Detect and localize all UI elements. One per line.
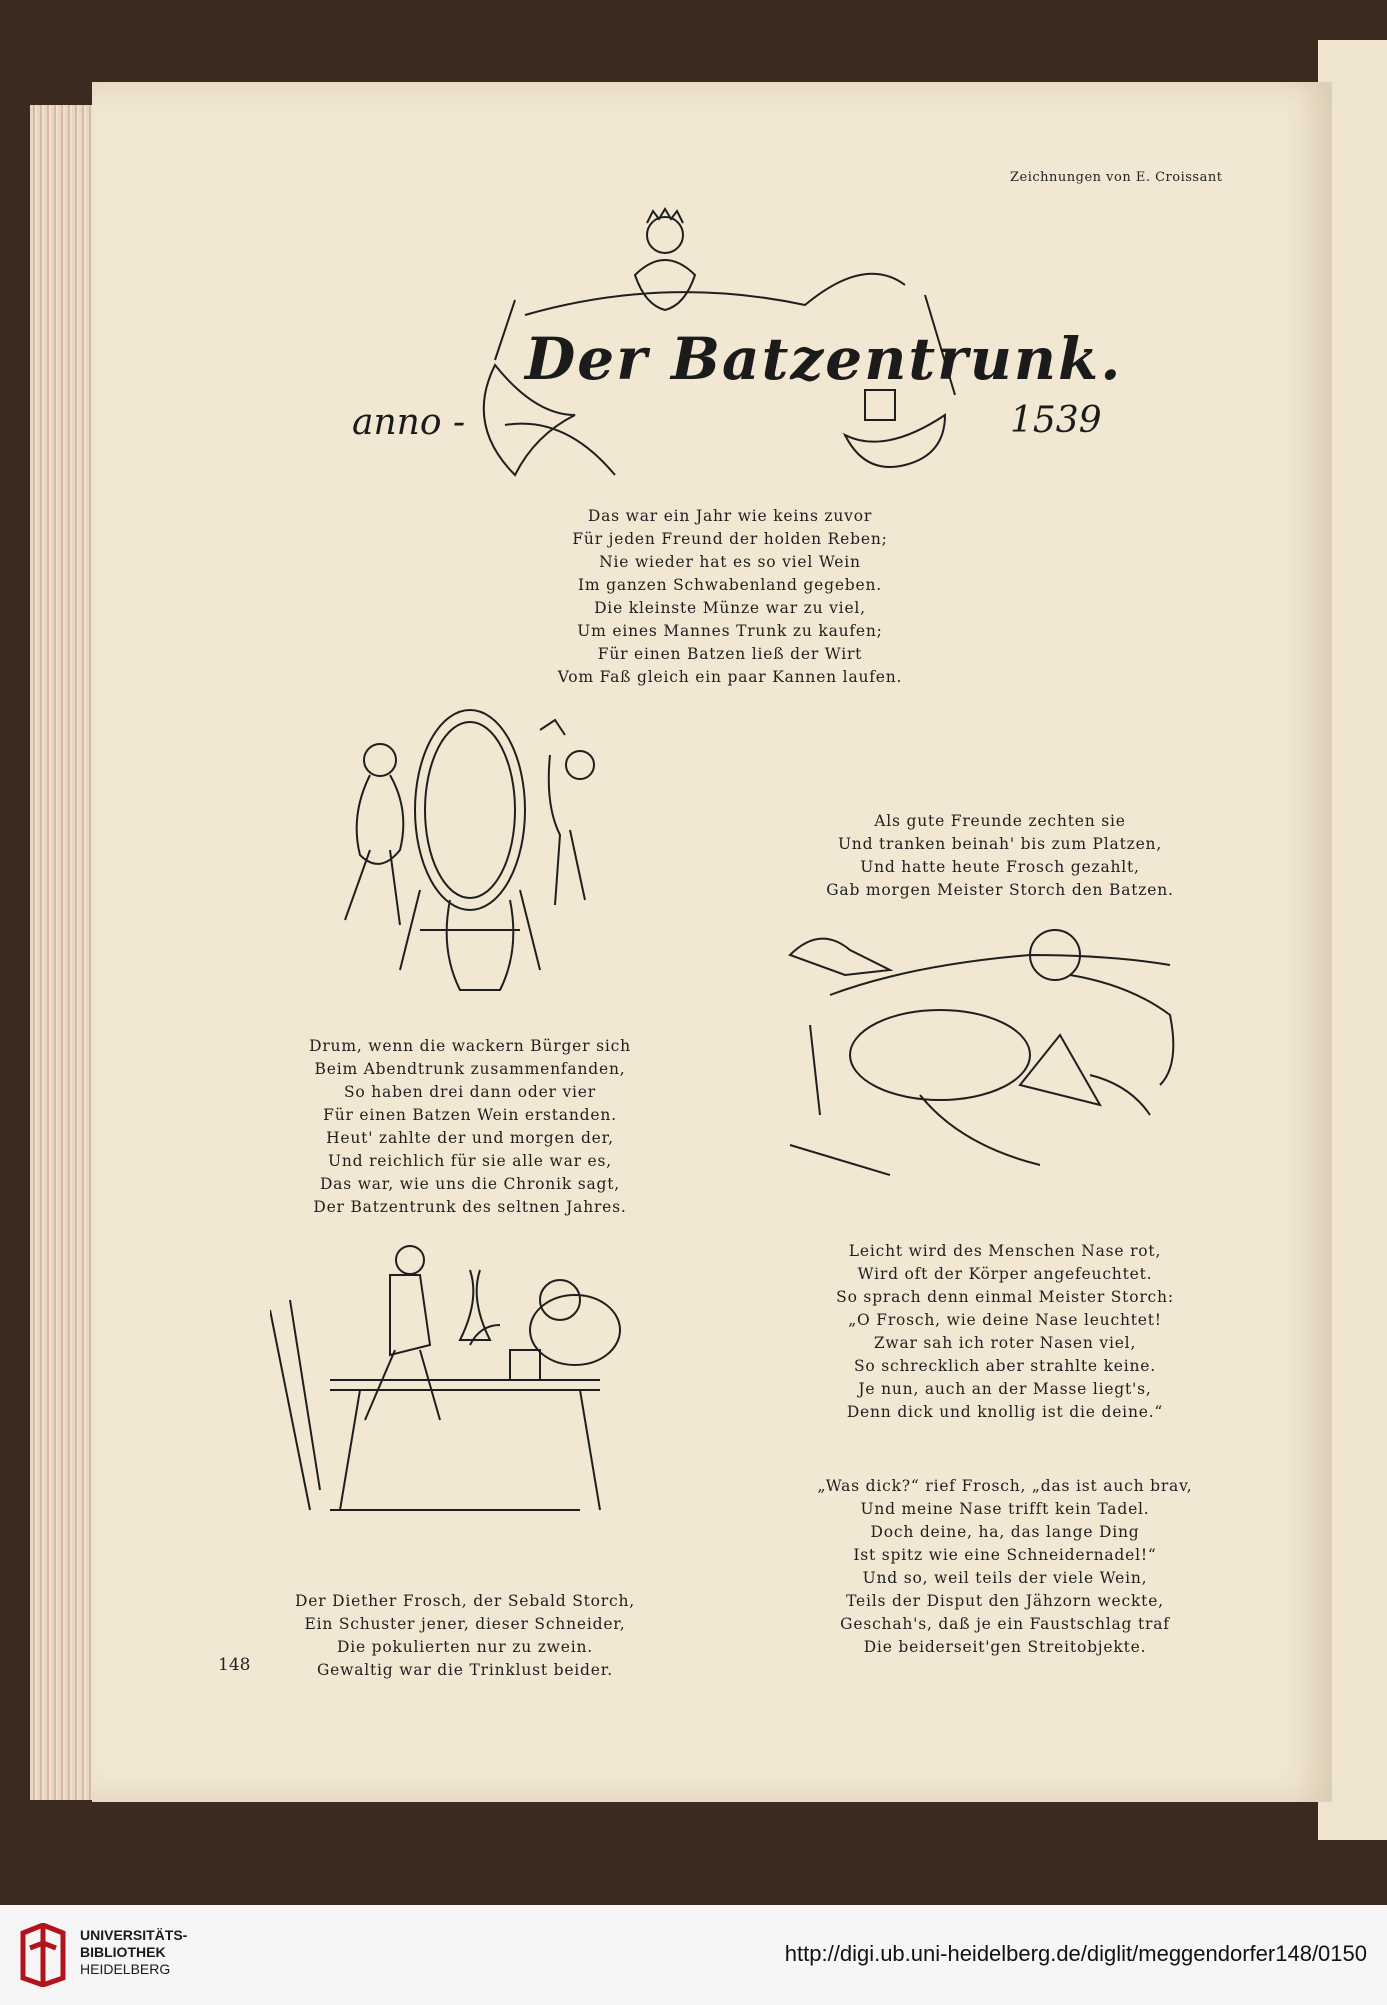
title-word2: Batzentrunk. — [670, 325, 1123, 393]
verse-line: Die kleinste Münze war zu viel, — [594, 599, 866, 617]
verse-line: Beim Abendtrunk zusammenfanden, — [314, 1060, 626, 1078]
stanza-6 — [265, 1590, 665, 1682]
library-name-line2: BIBLIOTHEK — [80, 1944, 166, 1960]
library-logo-icon — [18, 1923, 68, 1987]
verse-line: So haben drei dann oder vier — [343, 1083, 596, 1101]
verse-line: Vom Faß gleich ein paar Kannen laufen. — [557, 668, 903, 686]
verse-line: Für einen Batzen ließ der Wirt — [597, 645, 863, 663]
stanza-3 — [275, 1035, 665, 1219]
verse-line: Das war, wie uns die Chronik sagt, — [319, 1175, 621, 1193]
verse-line: Im ganzen Schwabenland gegeben. — [577, 576, 883, 594]
verse-line: Die pokulierten nur zu zwein. — [337, 1638, 593, 1656]
verse-line: Heut' zahlte der und morgen der, — [326, 1129, 614, 1147]
verse-line: Geschah's, daß je ein Faustschlag traf — [840, 1615, 1170, 1633]
verse-line: Teils der Disput den Jähzorn weckte, — [846, 1592, 1164, 1610]
barrel-men-drinking-icon — [310, 700, 630, 1010]
verse-line: Der Batzentrunk des seltnen Jahres. — [313, 1198, 627, 1216]
verse-line: Zwar sah ich roter Nasen viel, — [873, 1334, 1137, 1352]
verse-line: Denn dick und knollig ist die deine.“ — [846, 1403, 1164, 1421]
verse-line: Ist spitz wie eine Schneidernadel!“ — [853, 1546, 1157, 1564]
verse-line: Nie wieder hat es so viel Wein — [599, 553, 861, 571]
library-name — [80, 1927, 187, 1978]
stanza-2 — [785, 810, 1215, 902]
verse-line: Und tranken beinah' bis zum Platzen, — [837, 835, 1163, 853]
verse-line: Ein Schuster jener, dieser Schneider, — [304, 1615, 626, 1633]
verse-line: Das war ein Jahr wie keins zuvor — [587, 507, 873, 525]
page-edges — [30, 105, 100, 1800]
verse-line: Für einen Batzen Wein erstanden. — [323, 1106, 617, 1124]
verse-line: Je nun, auch an der Masse liegt's, — [858, 1380, 1152, 1398]
title-year: 1539 — [1010, 400, 1102, 441]
verse-line: Um eines Mannes Trunk zu kaufen; — [577, 622, 883, 640]
verse-line: So schrecklich aber strahlte keine. — [853, 1357, 1157, 1375]
title-word1: Der — [525, 325, 649, 393]
library-name-line3: HEIDELBERG — [80, 1961, 171, 1977]
verse-line: Der Diether Frosch, der Sebald Storch, — [295, 1592, 635, 1610]
stanza-5 — [775, 1475, 1235, 1659]
footer-bar — [0, 1905, 1387, 2005]
brawl-icon — [770, 915, 1210, 1205]
source-url-link[interactable]: http://digi.ub.uni-heidelberg.de/diglit/meggendorfer148/0150 — [784, 1941, 1367, 1966]
stanza-4 — [775, 1240, 1235, 1424]
verse-line: „O Frosch, wie deine Nase leuchtet! — [848, 1311, 1162, 1329]
illustration-credit: Zeichnungen von E. Croissant — [1010, 170, 1223, 185]
verse-line: Gab morgen Meister Storch den Batzen. — [826, 881, 1174, 899]
library-name-line1: UNIVERSITÄTS- — [80, 1927, 188, 1943]
verse-line: Gewaltig war die Trinklust beider. — [317, 1661, 613, 1679]
verse-line: Und hatte heute Frosch gezahlt, — [860, 858, 1140, 876]
title-prefix: anno - — [352, 402, 466, 443]
stanza-1 — [510, 505, 950, 689]
verse-line: Für jeden Freund der holden Reben; — [572, 530, 888, 548]
verse-line: So sprach denn einmal Meister Storch: — [836, 1288, 1174, 1306]
page-number: 148 — [218, 1655, 251, 1675]
verse-line: Die beiderseit'gen Streitobjekte. — [863, 1638, 1147, 1656]
verse-line: „Was dick?“ rief Frosch, „das ist auch brav, — [817, 1477, 1193, 1495]
verse-line: Und meine Nase trifft kein Tadel. — [860, 1500, 1150, 1518]
verse-line: Als gute Freunde zechten sie — [874, 812, 1126, 830]
verse-line: Wird oft der Körper angefeuchtet. — [857, 1265, 1153, 1283]
verse-line: Drum, wenn die wackern Bürger sich — [309, 1037, 631, 1055]
verse-line: Doch deine, ha, das lange Ding — [870, 1523, 1140, 1541]
verse-line: Und so, weil teils der viele Wein, — [862, 1569, 1148, 1587]
page-title — [525, 325, 1122, 393]
verse-line: Und reichlich für sie alle war es, — [327, 1152, 613, 1170]
tavern-table-icon — [270, 1240, 660, 1540]
verse-line: Leicht wird des Menschen Nase rot, — [848, 1242, 1162, 1260]
